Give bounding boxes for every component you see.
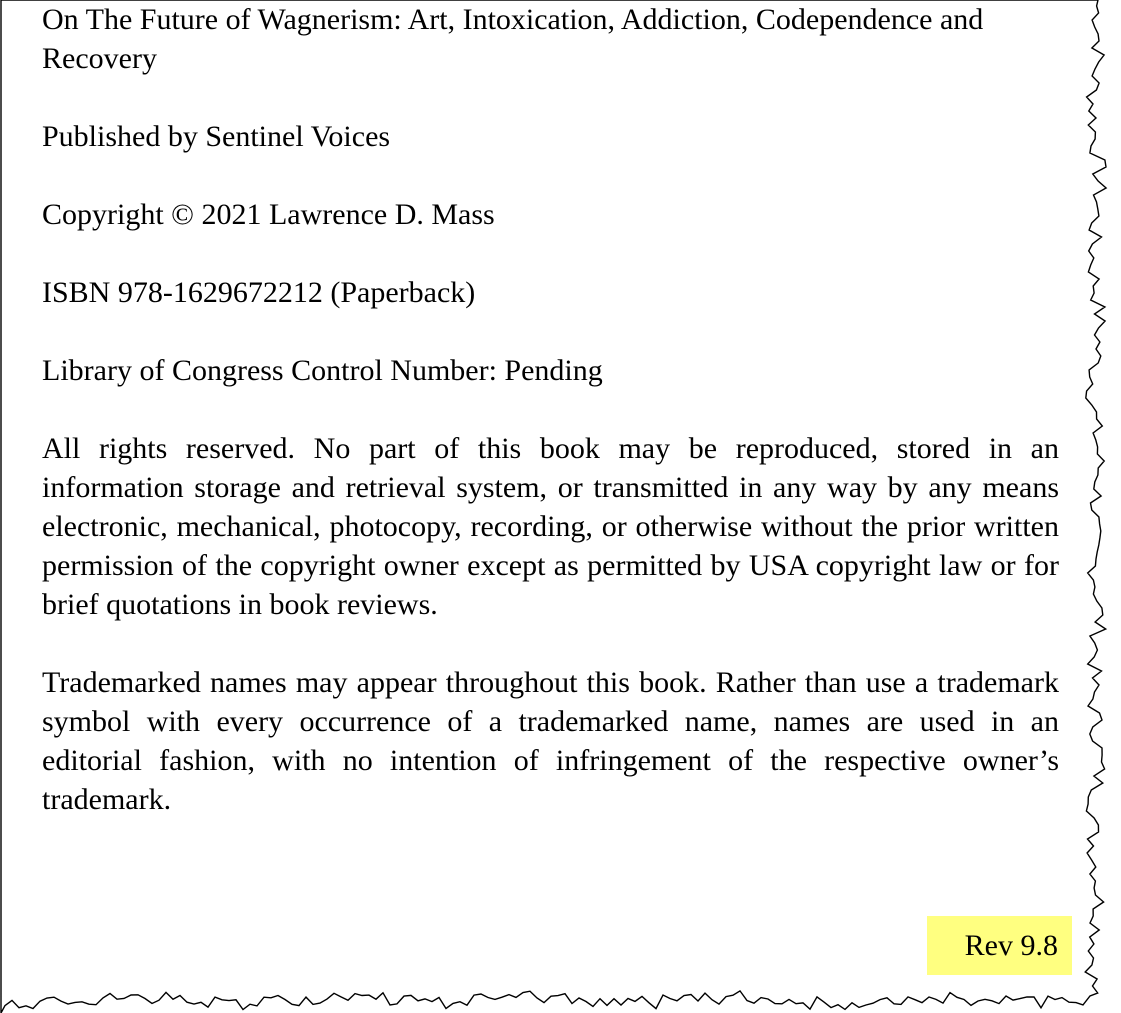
publisher-line: Published by Sentinel Voices	[42, 120, 391, 153]
isbn-line: ISBN 978-1629672212 (Paperback)	[42, 276, 476, 309]
trademark-paragraph: Trademarked names may appear throughout this book. Rather than use a trademark symbol with every occurrence of a trademarked name, names are used in an editorial fashion, with no intention of infringement of the respective owner’s trademark.	[42, 666, 1059, 816]
book-title-line: On The Future of Wagnerism: Art, Intoxication, Addiction, Codependence and Recovery	[42, 3, 984, 75]
copyright-page-text	[42, 0, 1059, 858]
copyright-line: Copyright © 2021 Lawrence D. Mass	[42, 198, 495, 231]
rights-reserved-paragraph: All rights reserved. No part of this book may be reproduced, stored in an information storage and retrieval system, or transmitted in any way by any means electronic, mechanical, photocopy, recording, or otherwise without the prior written permission of the copyright owner except as permitted by USA copyright law or for brief quotations in book reviews.	[42, 432, 1059, 621]
revision-badge: Rev 9.8	[964, 928, 1058, 962]
lccn-line: Library of Congress Control Number: Pending	[42, 354, 603, 387]
